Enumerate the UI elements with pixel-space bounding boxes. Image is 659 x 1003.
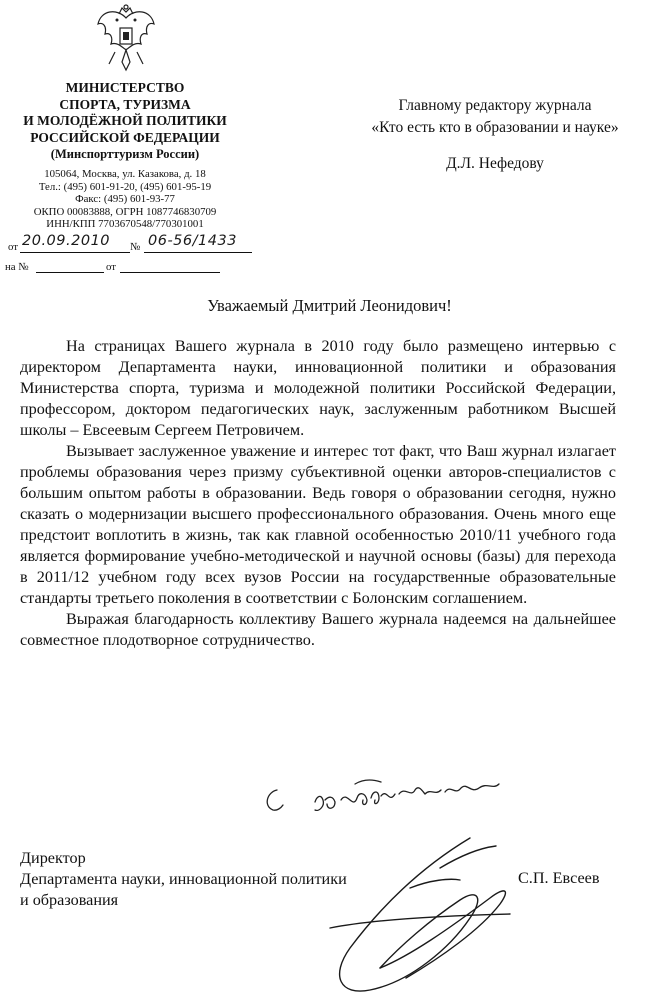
contact-line: Тел.: (495) 601-91-20, (495) 601-95-19 [38, 180, 212, 193]
org-line: СПОРТА, ТУРИЗМА [59, 96, 191, 112]
signatory-title: Директор [20, 849, 86, 867]
outgoing-date: 20.09.2010 [22, 233, 111, 249]
body-paragraph: На страницах Вашего журнала в 2010 году было размещено интервью с директором Департамента науки, инновационной политики и образования Министерства спорта, туризма и молодежной политики Российской Федерации, профессором, доктором педагогических наук, заслуженным работником Высшей школы – Евсеевым Сергеем Петровичем. [20, 337, 616, 439]
signatory-department: Департамента науки, инновационной политики [20, 870, 347, 888]
reference-date-label: от [106, 261, 116, 273]
org-line: РОССИЙСКОЙ ФЕДЕРАЦИИ [30, 129, 220, 145]
body-paragraph: Вызывает заслуженное уважение и интерес тот факт, что Ваш журнал излагает проблемы образования через призму субъективной оценки авторов-специалистов с большим опытом работы в образовании. Ведь говоря о образовании сегодня, нужно сказать о модернизации высшего профессионального образования. Очень много еще предстоит воплотить в жизнь, так как главной особенностью 2010/11 учебного года является формирование учебно-методической и научной основы (базы) для перехода в 2011/12 учебном году всех вузов России на государственные образовательные стандарты третьего поколения в соответствии с Болонским соглашением. [20, 442, 616, 607]
body-paragraph: Выражая благодарность коллективу Вашего журнала надеемся на дальнейшее совместное плодотворное сотрудничество. [20, 610, 616, 649]
number-label: № [130, 241, 141, 253]
org-line: И МОЛОДЁЖНОЙ ПОЛИТИКИ [23, 113, 227, 128]
contact-line: 105064, Москва, ул. Казакова, д. 18 [44, 168, 206, 180]
outgoing-registration [8, 233, 253, 256]
contact-line: ИНН/КПП 7703670548/770301001 [46, 218, 204, 231]
incoming-reference [5, 258, 253, 276]
org-line: МИНИСТЕРСТВО [65, 80, 185, 95]
addressee-name: Д.Л. Нефедову [446, 155, 544, 172]
date-label: от [8, 241, 18, 253]
signatory-name: С.П. Евсеев [518, 869, 600, 887]
ministry-name [0, 80, 250, 163]
signatory-department-cont: и образования [20, 891, 119, 909]
contact-line: ОКПО 00083888, ОГРН 1087746830709 [33, 205, 217, 218]
signatory-position [20, 848, 347, 911]
handwritten-closing [255, 770, 515, 825]
reference-number-label: на № [5, 261, 29, 273]
salutation: Уважаемый Дмитрий Леонидович! [207, 296, 452, 315]
addressee-block [330, 95, 659, 175]
ministry-contacts [0, 168, 250, 231]
org-short-name: (Минспорттуризм России) [50, 147, 200, 161]
coat-of-arms-emblem [95, 4, 157, 74]
outgoing-number: 06-56/1433 [148, 233, 237, 249]
contact-line: Факс: (495) 601-93-77 [75, 193, 175, 206]
addressee-title: Главному редактору журнала [398, 97, 592, 114]
letter-body [20, 336, 616, 651]
addressee-journal: «Кто есть кто в образовании и науке» [371, 119, 619, 136]
